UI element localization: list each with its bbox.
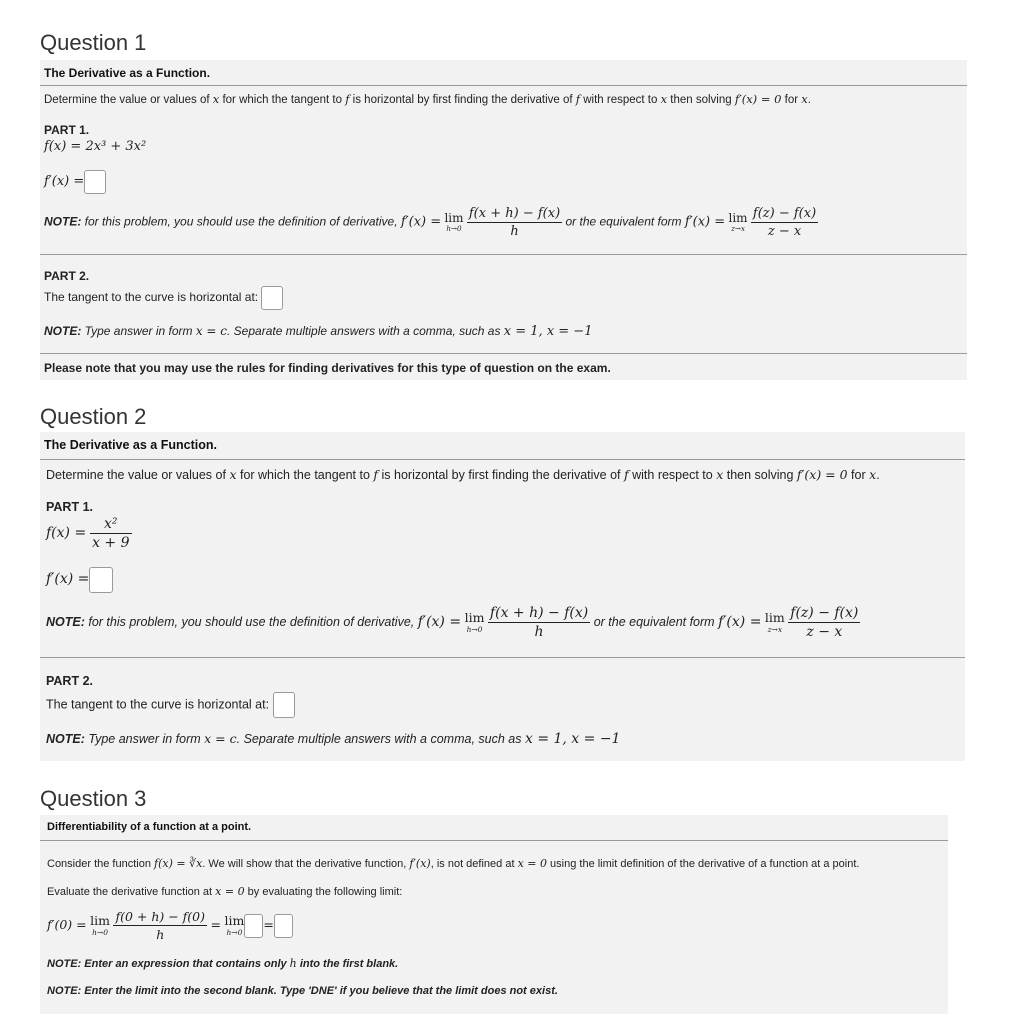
question-1-function: f(x) = 2x³ + 3x²	[44, 139, 147, 154]
question-2-derivative-input[interactable]	[89, 567, 113, 593]
question-1-note-definition: NOTE: for this problem, you should use the definition of derivative, f′(x) = lim h→0 $\frac{f(x + h) - f(x)}{h}$ or the equivalent form f′(x) = lim z→x $\frac{f(z) - f(x)}{z - x}$	[44, 206, 817, 239]
question-1-tangent-row: The tangent to the curve is horizontal at:	[44, 286, 283, 310]
divider	[40, 657, 965, 658]
question-2-part1-label: PART 1.	[46, 500, 93, 514]
divider	[40, 353, 967, 354]
question-3-limit-row: f′(0) = lim h→0 $\frac{f(0 + h) - f(0)}{h}$ = lim h→0 =	[47, 909, 293, 942]
question-2-title: Question 2	[40, 404, 147, 429]
question-2-function: f(x) = $\frac{\text{x²}}{x + 9}$	[46, 516, 130, 551]
question-3-title: Question 3	[40, 786, 147, 811]
question-2-note-definition: NOTE: for this problem, you should use the definition of derivative, f′(x) = lim h→0 $\frac{f(x + h) - f(x)}{h}$ or the equivalent form f′(x) = lim z→x $\frac{f(z) - f(x)}{z - x}$	[46, 605, 859, 640]
question-1-part2-label: PART 2.	[44, 269, 90, 283]
question-2-note-format: NOTE: Type answer in form x = c. Separate multiple answers with a comma, such as x = 1, x = −1	[46, 731, 621, 747]
question-1-derivative-input[interactable]	[84, 170, 106, 194]
question-3-expression-input[interactable]	[244, 914, 263, 938]
question-3-note-limit: NOTE: Enter the limit into the second blank. Type 'DNE' if you believe that the limit does not exist.	[47, 985, 558, 997]
question-3-evaluate-text: Evaluate the derivative function at x = 0 by evaluating the following limit:	[47, 885, 403, 898]
question-1-title: Question 1	[40, 30, 147, 55]
divider	[40, 254, 967, 255]
question-2-tangent-row: The tangent to the curve is horizontal at:	[46, 692, 295, 718]
question-2-heading: The Derivative as a Function.	[40, 432, 965, 460]
question-3-note-expression: NOTE: Enter an expression that contains only h into the first blank.	[47, 957, 399, 970]
question-1-footer-note: Please note that you may use the rules for finding derivatives for this type of question on the exam.	[44, 361, 611, 375]
question-3-intro: Consider the function f(x) = ∛x. We will show that the derivative function, f′(x), is not defined at x = 0 using the limit definition of the derivative of a function at a point.	[47, 857, 860, 870]
question-1-intro: Determine the value or values of x for which the tangent to f is horizontal by first finding the derivative of f with respect to x then solving f′(x) = 0 for x.	[44, 92, 811, 106]
derivative-label: f′(x) =	[46, 571, 90, 588]
derivative-label: f′(x) =	[44, 174, 85, 190]
question-3-limit-input[interactable]	[274, 914, 293, 938]
question-2-panel	[40, 432, 965, 761]
question-3-heading: Differentiability of a function at a point.	[40, 815, 948, 841]
question-1-note-format: NOTE: Type answer in form x = c. Separate multiple answers with a comma, such as x = 1, x = −1	[44, 324, 593, 339]
question-2-derivative-row	[46, 567, 113, 593]
question-1-heading: The Derivative as a Function.	[40, 60, 967, 86]
question-2-part2-label: PART 2.	[46, 674, 93, 688]
question-1-part1-label: PART 1.	[44, 123, 90, 137]
question-1-panel	[40, 60, 967, 380]
question-2-intro: Determine the value or values of x for which the tangent to f is horizontal by first finding the derivative of f with respect to x then solving f′(x) = 0 for x.	[46, 467, 880, 482]
question-1-derivative-row	[44, 170, 106, 194]
question-2-tangent-input[interactable]	[273, 692, 295, 718]
question-1-tangent-input[interactable]	[261, 286, 283, 310]
question-3-panel	[40, 815, 948, 1014]
